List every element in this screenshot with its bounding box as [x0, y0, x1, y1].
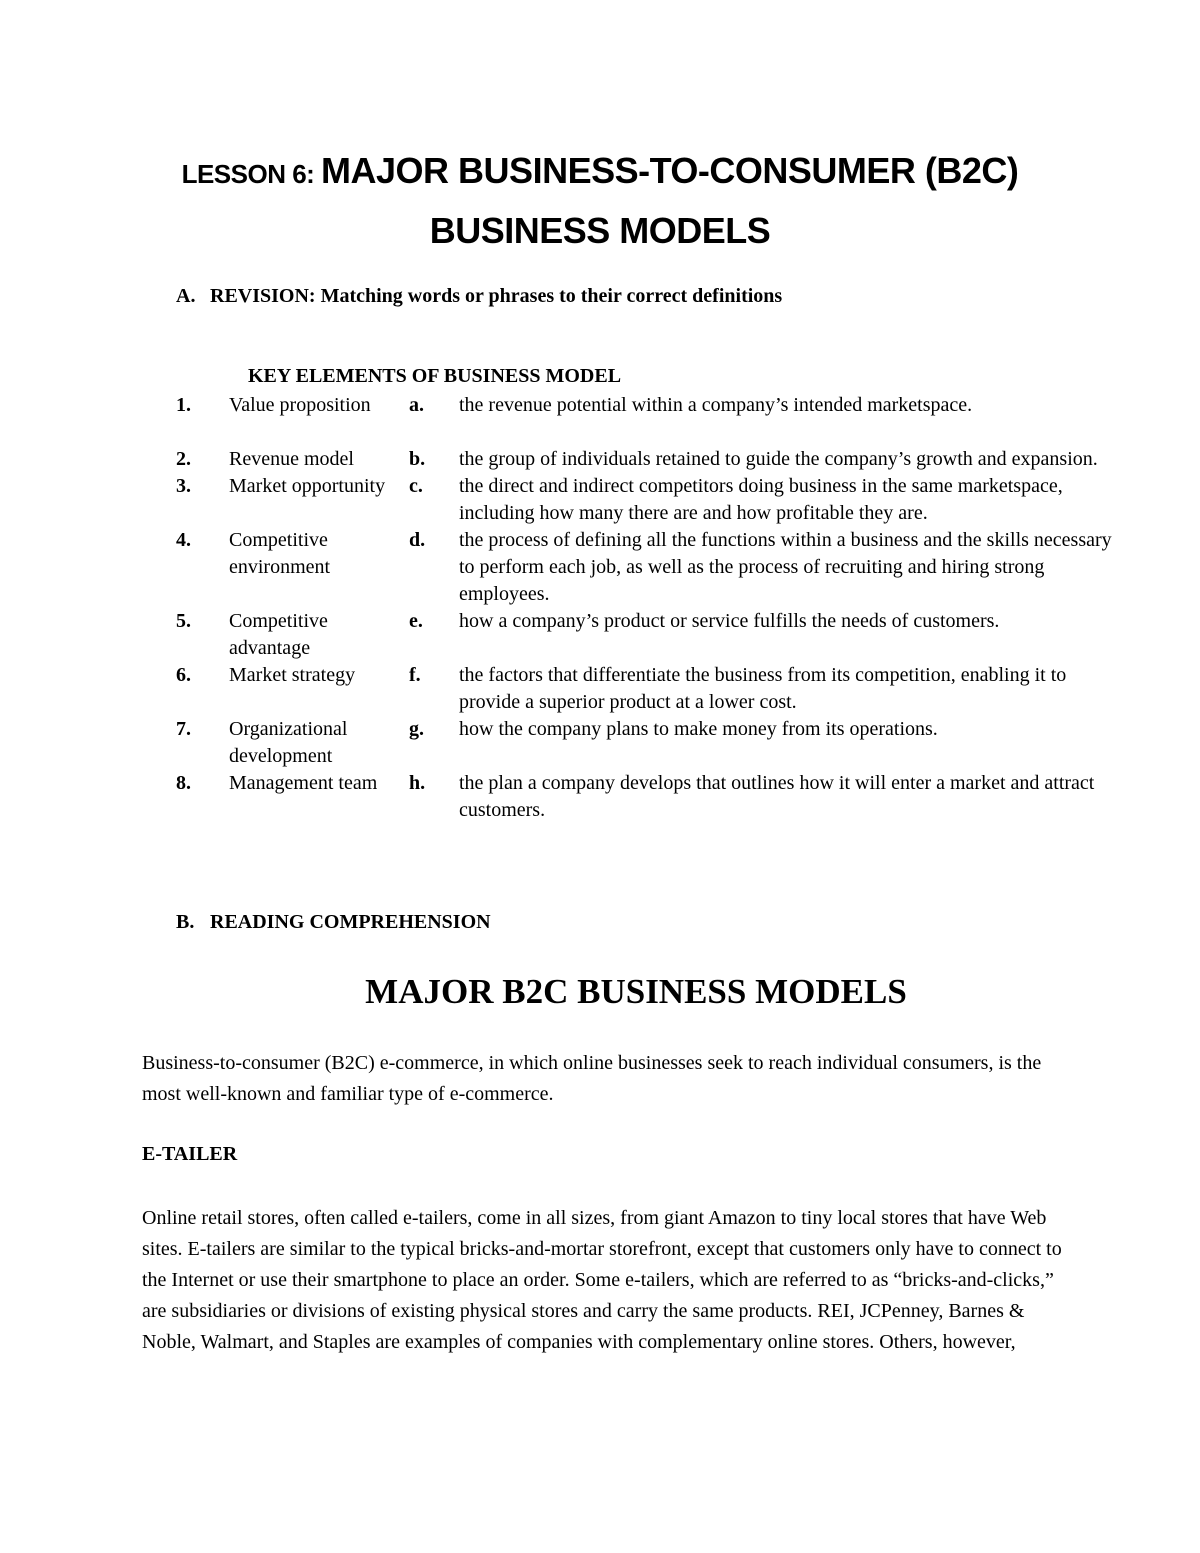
item-term: Revenue model — [229, 448, 354, 470]
definition-text: the direct and indirect competitors doing business in the same marketspace, including how many there are and how profitable they are. — [459, 475, 1063, 524]
definition-text: how the company plans to make money from its operations. — [459, 718, 938, 740]
definition-text: the plan a company develops that outlines how it will enter a market and attract customers. — [459, 772, 1095, 821]
item-number: 1. — [176, 394, 191, 416]
item-number: 8. — [176, 772, 191, 794]
item-term: Organizational development — [229, 718, 348, 767]
definition-text: the group of individuals retained to guide the company’s growth and expansion. — [459, 448, 1098, 470]
item-number: 7. — [176, 718, 191, 740]
item-term: Market strategy — [229, 664, 356, 686]
definition-letter: a. — [409, 394, 424, 416]
definition-text: the process of defining all the functions within a business and the skills necessary to perform each job, as well as the process of recruiting and hiring strong employees. — [459, 529, 1112, 605]
matching-row — [176, 608, 1136, 662]
section-a-heading — [176, 285, 782, 308]
item-term: Value proposition — [229, 394, 371, 416]
lesson-title-line2: BUSINESS MODELS — [429, 210, 771, 251]
item-number: 6. — [176, 664, 191, 686]
section-a-letter: A. — [176, 285, 196, 307]
item-term: Competitive advantage — [229, 610, 328, 659]
matching-row — [176, 527, 1136, 608]
definition-letter: f. — [409, 664, 421, 686]
matching-row — [176, 473, 1136, 527]
definition-text: the factors that differentiate the business from its competition, enabling it to provide a superior product at a lower cost. — [459, 664, 1067, 713]
key-elements-title: KEY ELEMENTS OF BUSINESS MODEL — [248, 365, 622, 387]
etailer-paragraph: Online retail stores, often called e-tailers, come in all sizes, from giant Amazon to tiny local stores that have Web sites. E-tailers are similar to the typical bricks-and-mortar storefront, except that customers only have to connect to the Internet or use their smartphone to place an order. Some e-tailers, which are referred to as “bricks-and-clicks,” are subsidiaries or divisions of existing physical stores and carry the same products. REI, JCPenney, Barnes & Noble, Walmart, and Staples are examples of companies with complementary online stores. Others, however, — [142, 1207, 1062, 1353]
lesson-title-main: MAJOR BUSINESS-TO-CONSUMER (B2C) — [321, 150, 1019, 191]
definition-letter: e. — [409, 610, 423, 632]
section-b-text: READING COMPREHENSION — [210, 911, 491, 933]
item-number: 4. — [176, 529, 191, 551]
definition-letter: d. — [409, 529, 426, 551]
matching-row — [176, 662, 1136, 716]
lesson-prefix: LESSON 6: — [181, 159, 322, 189]
item-number: 2. — [176, 448, 191, 470]
definition-letter: h. — [409, 772, 426, 794]
intro-paragraph: Business-to-consumer (B2C) e-commerce, in which online businesses seek to reach individual consumers, is the most well-known and familiar type of e-commerce. — [142, 1052, 1042, 1105]
definition-letter: g. — [409, 718, 424, 740]
definition-letter: c. — [409, 475, 423, 497]
section-b-letter: B. — [176, 911, 195, 933]
definition-text: how a company’s product or service fulfills the needs of customers. — [459, 610, 1000, 632]
item-term: Market opportunity — [229, 475, 386, 497]
lesson-title-line1 — [0, 150, 1200, 192]
definition-text: the revenue potential within a company’s intended marketspace. — [459, 394, 973, 416]
item-number: 3. — [176, 475, 191, 497]
matching-row — [176, 716, 1136, 770]
matching-row — [176, 392, 1136, 446]
etailer-heading: E-TAILER — [142, 1143, 238, 1165]
matching-row — [176, 446, 1136, 473]
section-b-heading — [176, 911, 491, 934]
item-term: Management team — [229, 772, 378, 794]
definition-letter: b. — [409, 448, 426, 470]
item-number: 5. — [176, 610, 191, 632]
reading-title: MAJOR B2C BUSINESS MODELS — [365, 972, 907, 1011]
matching-row — [176, 770, 1136, 824]
item-term: Competitive environment — [229, 529, 331, 578]
section-a-text: REVISION: Matching words or phrases to their correct definitions — [210, 285, 783, 307]
matching-table — [176, 392, 1136, 824]
